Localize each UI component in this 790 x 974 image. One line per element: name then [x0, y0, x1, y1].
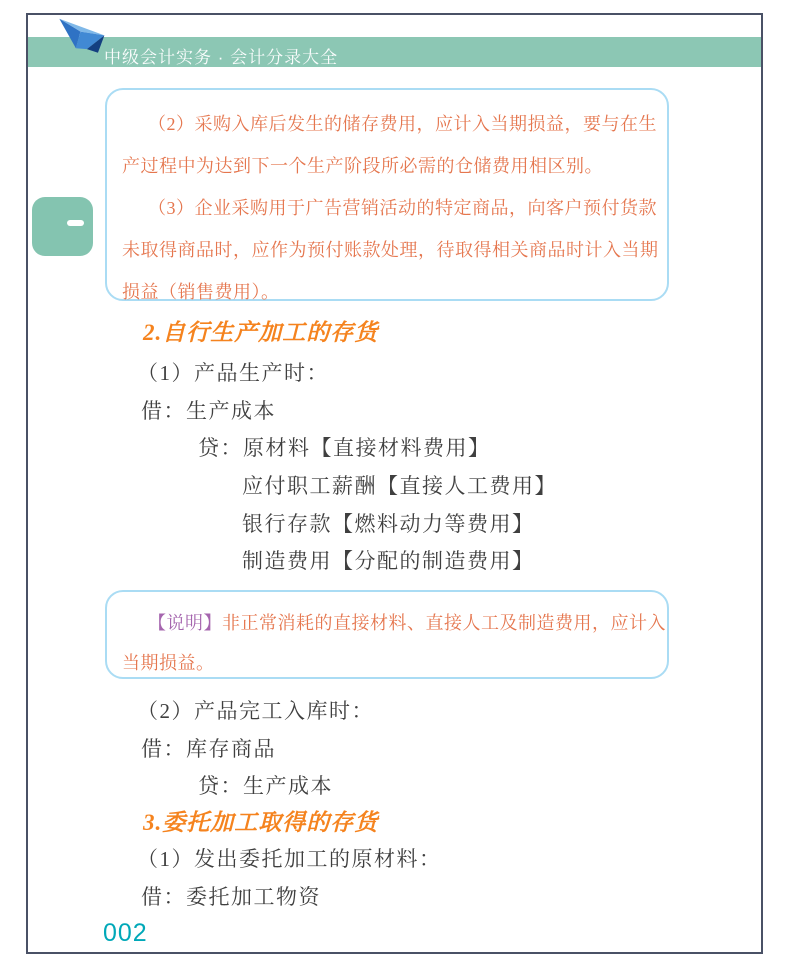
intro-box-line: 产过程中为达到下一个生产阶段所必需的仓储费用相区别。 [122, 156, 603, 176]
entry-line: 银行存款【燃料动力等费用】 [242, 512, 535, 536]
entry-line: （1）发出委托加工的原材料： [137, 847, 442, 871]
entry-line: 借：委托加工物资 [141, 885, 321, 909]
tab-dash-icon [67, 220, 84, 226]
section-heading-3: 3.委托加工取得的存货 [143, 810, 379, 835]
intro-box-line: （2）采购入库后发生的储存费用，应计入当期损益，要与在生 [148, 114, 657, 134]
intro-note-box [105, 88, 669, 301]
entry-line: 贷：生产成本 [198, 774, 333, 798]
chapter-tab [32, 197, 93, 256]
entry-line: 制造费用【分配的制造费用】 [242, 549, 535, 573]
note-label: 【说明】 [148, 613, 222, 633]
entry-line: 贷：原材料【直接材料费用】 [198, 436, 491, 460]
intro-box-line: （3）企业采购用于广告营销活动的特定商品，向客户预付货款 [148, 198, 657, 218]
intro-box-line: 损益（销售费用）。 [122, 282, 280, 302]
entry-line: （1）产品生产时： [137, 361, 329, 385]
entry-line: 应付职工薪酬【直接人工费用】 [242, 474, 557, 498]
explanation-note-box [105, 590, 669, 679]
entry-line: 借：库存商品 [141, 737, 276, 761]
header-title: 中级会计实务 · 会计分录大全 [104, 48, 339, 67]
page-number: 002 [103, 919, 148, 947]
note-text: 非正常消耗的直接材料、直接人工及制造费用，应计入 [222, 613, 666, 633]
section-heading-2: 2.自行生产加工的存货 [143, 320, 379, 345]
entry-line: （2）产品完工入库时： [137, 699, 374, 723]
note-box-line: 当期损益。 [122, 653, 215, 673]
note-box-line [122, 603, 666, 643]
intro-box-line: 未取得商品时，应作为预付账款处理，待取得相关商品时计入当期 [122, 240, 659, 260]
entry-line: 借：生产成本 [141, 399, 276, 423]
